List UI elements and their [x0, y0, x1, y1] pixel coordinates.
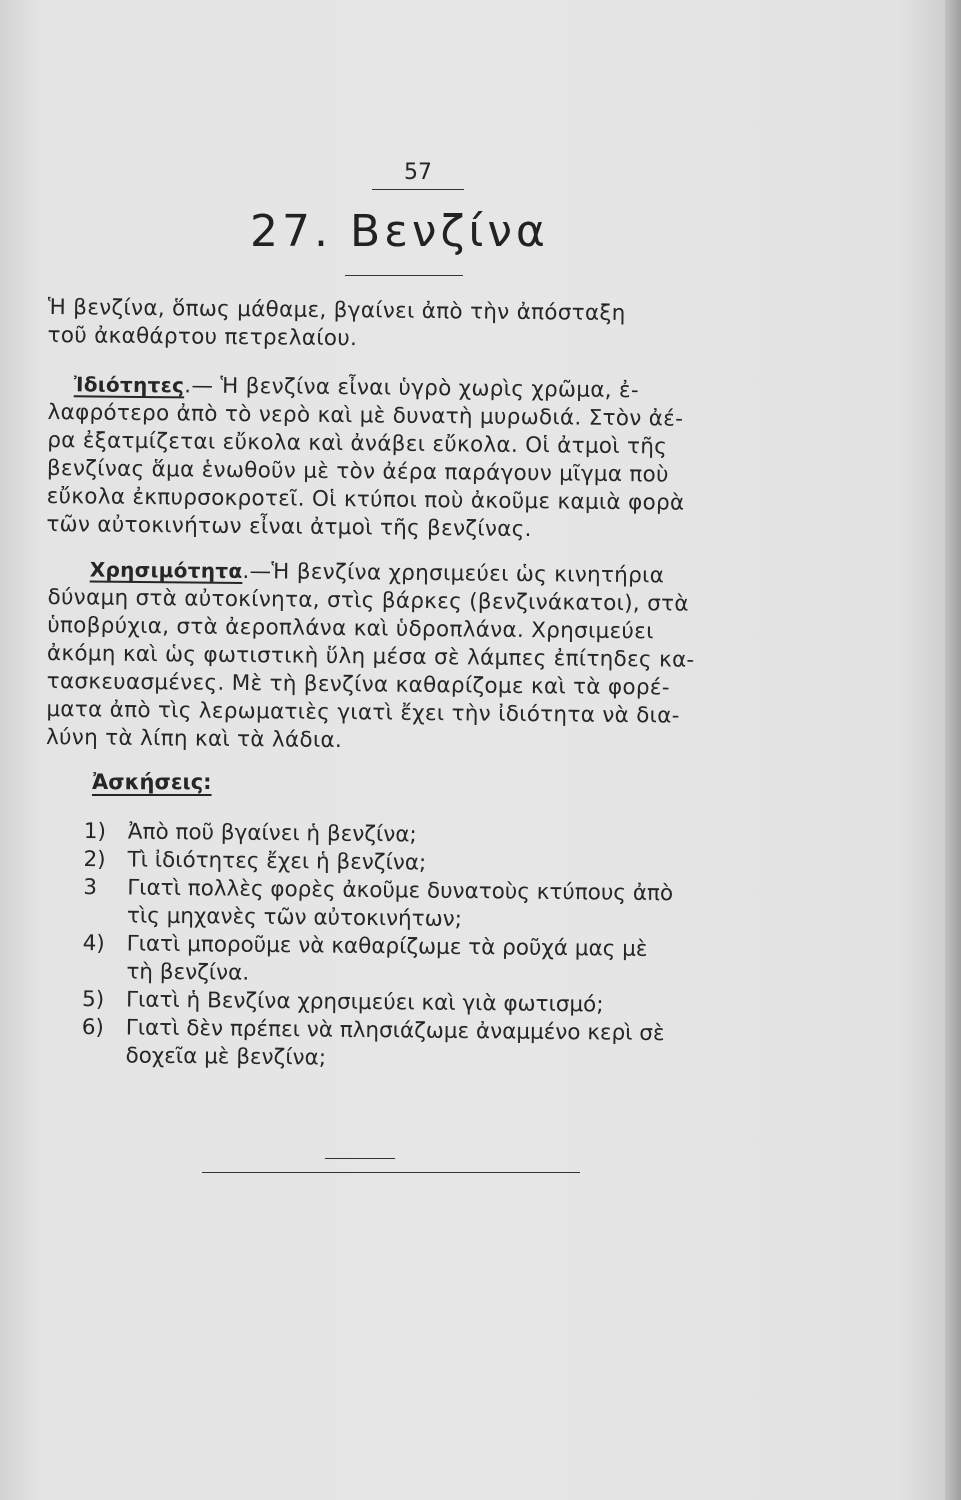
- text-line: Ἡ βενζίνα, ὅπως μάθαμε, βγαίνει ἀπὸ τὴν ἀπόσταξη: [47, 294, 626, 327]
- exercise-text: τὴ βενζίνα.: [126, 959, 250, 986]
- page-edge: [945, 0, 961, 1500]
- text-line: τῶν αὐτοκινήτων εἶναι ἀτμοὶ τῆς βενζίνας.: [46, 511, 532, 543]
- exercise-item: [81, 1014, 762, 1077]
- exercises-heading: Ἀσκήσεις:: [92, 770, 212, 794]
- uses-heading: Χρησιμότητα: [89, 557, 243, 584]
- exercise-text: Ἀπὸ ποῦ βγαίνει ἡ βενζίνα;: [127, 819, 417, 848]
- text-line: τασκευασμένες. Μὲ τὴ βενζίνα καθαρίζομε καὶ τὰ φορέ-: [46, 668, 670, 701]
- end-rule-short: [325, 1158, 395, 1159]
- properties-paragraph: [46, 370, 768, 547]
- text-line: βενζίνας ἅμα ἑνωθοῦν μὲ τὸν ἀέρα παράγουν μῖγμα ποὺ: [46, 455, 669, 488]
- exercise-text: Τὶ ἰδιότητες ἔχει ἡ βενζίνα;: [127, 847, 427, 876]
- exercise-text: Γιατὶ πολλὲς φορὲς ἀκοῦμε δυνατοὺς κτύπους ἀπὸ: [127, 875, 674, 907]
- text-line: λύνη τὰ λίπη καὶ τὰ λάδια.: [45, 724, 343, 754]
- properties-first-line: .— Ἡ βενζίνα εἶναι ὑγρὸ χωρὶς χρῶμα, ἐ-: [184, 373, 640, 404]
- exercise-text: Γιατὶ ἡ Βενζίνα χρησιμεύει καὶ γιὰ φωτισμό;: [125, 987, 604, 1018]
- exercise-text: τὶς μηχανὲς τῶν αὐτοκινήτων;: [126, 903, 463, 932]
- exercise-number: 3: [83, 874, 98, 901]
- exercise-number: 4): [82, 930, 105, 957]
- text-line: ὑποβρύχια, στὰ ἀεροπλάνα καὶ ὑδροπλάνα. Χρησιμεύει: [47, 612, 654, 645]
- text-line: λαφρότερο ἀπὸ τὸ νερὸ καὶ μὲ δυνατὴ μυρωδιά. Στὸν ἀέ-: [47, 399, 684, 432]
- text-line: ἀκόμη καὶ ὡς φωτιστικὴ ὕλη μέσα σὲ λάμπες ἐπίτηδες κα-: [46, 640, 695, 673]
- exercise-number: 6): [81, 1014, 105, 1041]
- page-number: 57: [372, 160, 464, 190]
- exercise-number: 1): [83, 818, 107, 845]
- title-underline: [345, 275, 463, 276]
- exercise-number: 2): [83, 846, 106, 873]
- exercise-list: [81, 818, 764, 1077]
- exercise-item: [82, 930, 763, 993]
- exercise-text: δοχεῖα μὲ βενζίνα;: [125, 1043, 327, 1071]
- text-line: εὔκολα ἐκπυρσοκροτεῖ. Οἱ κτύποι ποὺ ἀκοῦμε καμιὰ φορὰ: [46, 483, 685, 516]
- exercise-text: Γιατὶ δὲν πρέπει νὰ πλησιάζωμε ἀναμμένο κερὶ σὲ: [125, 1015, 665, 1047]
- text-line: ματα ἀπὸ τὶς λερωματιὲς γιατὶ ἔχει τὴν ἰδιότητα νὰ δια-: [46, 696, 680, 729]
- properties-heading: Ἰδιότητες: [73, 372, 185, 398]
- text-line: ρα ἐξατμίζεται εὔκολα καὶ ἀνάβει εὔκολα. Οἱ ἀτμοὶ τῆς: [47, 427, 668, 460]
- exercise-item: [83, 874, 764, 937]
- intro-paragraph: [47, 294, 768, 358]
- chapter-title: 27. Βενζίνα: [250, 206, 549, 257]
- exercise-number: 5): [81, 986, 105, 1013]
- uses-first-line: .—Ἡ βενζίνα χρησιμεύει ὡς κινητήρια: [242, 559, 665, 589]
- text-line: τοῦ ἀκαθάρτου πετρελαίου.: [47, 322, 358, 352]
- text-line: δύναμη στὰ αὐτοκίνητα, στὶς βάρκες (βενζινάκατοι), στὰ: [47, 584, 689, 617]
- exercise-text: Γιατὶ μποροῦμε νὰ καθαρίζωμε τὰ ροῦχά μας μὲ: [126, 931, 648, 962]
- end-rule-long: [202, 1172, 580, 1173]
- uses-paragraph: [46, 555, 768, 760]
